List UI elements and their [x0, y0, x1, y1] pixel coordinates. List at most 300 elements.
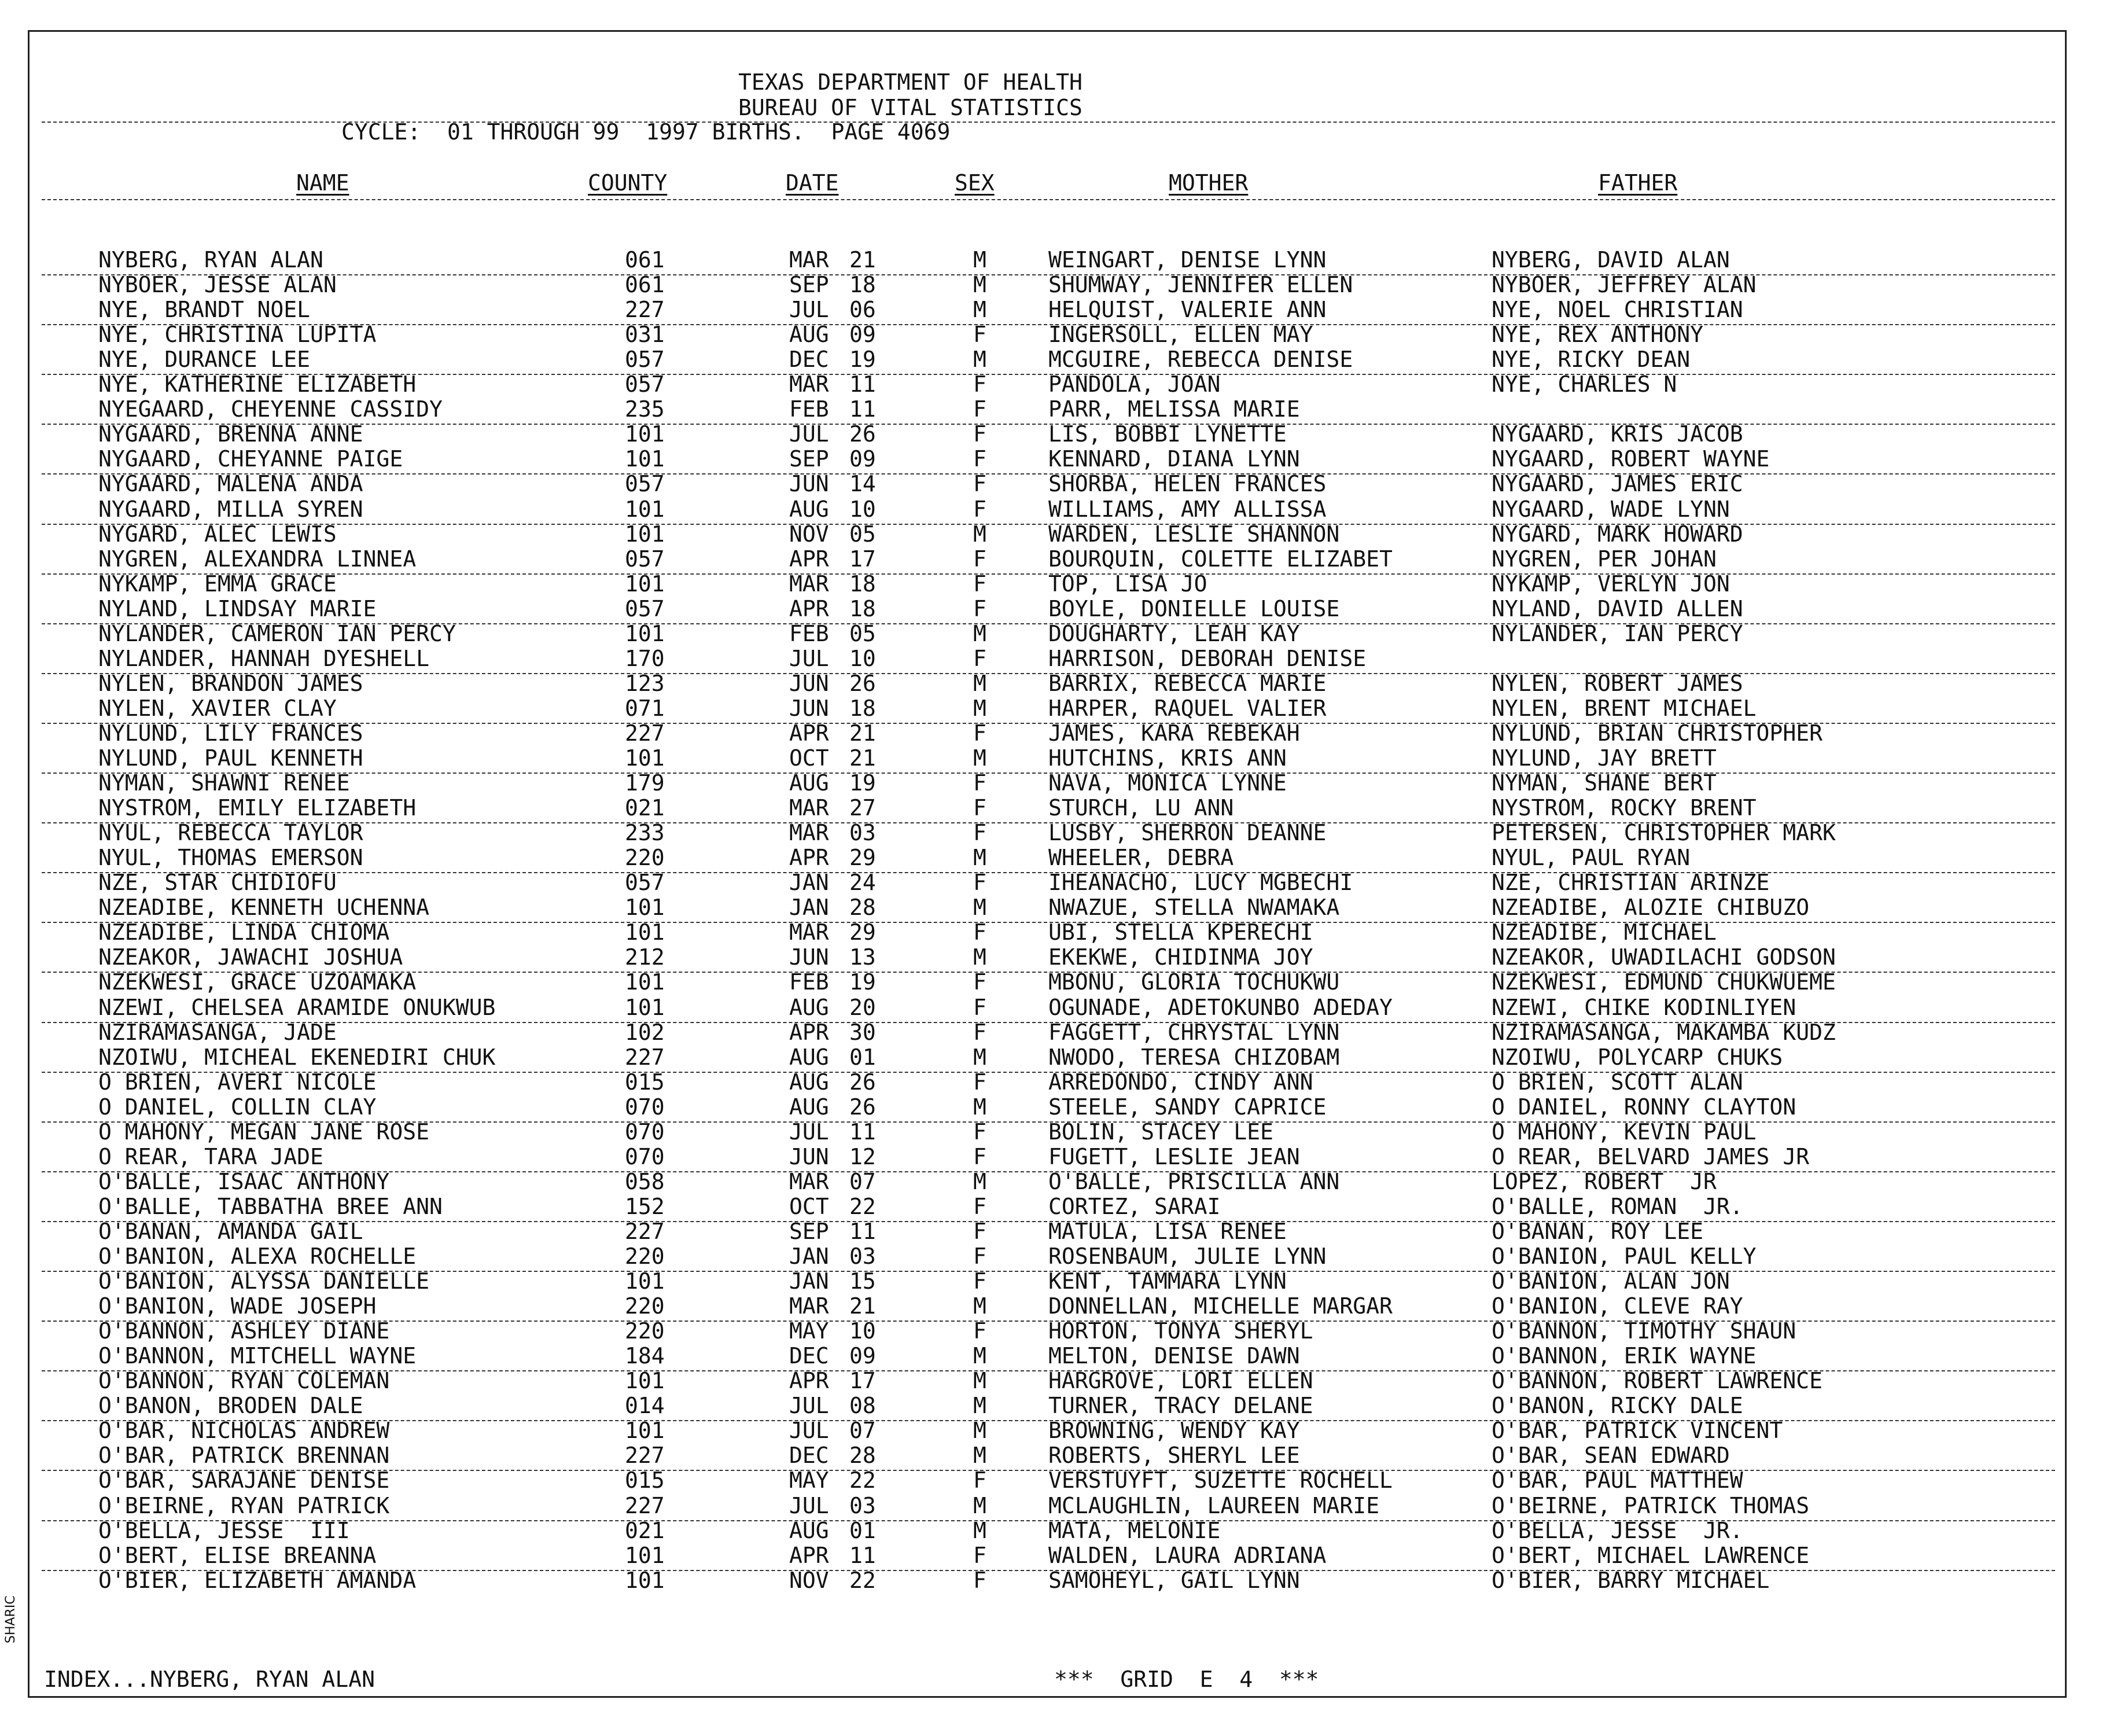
record-name: NYGARD, ALEC LEWIS — [98, 521, 337, 547]
record-sex: M — [973, 1443, 986, 1469]
record-month: AUG — [789, 322, 829, 348]
table-row — [0, 1169, 2106, 1194]
record-name: NYLEN, BRANDON JAMES — [98, 670, 363, 696]
record-father: O DANIEL, RONNY CLAYTON — [1492, 1094, 1796, 1120]
record-month: JAN — [789, 1268, 829, 1294]
record-mother: MCGUIRE, REBECCA DENISE — [1048, 347, 1353, 373]
table-row — [0, 821, 2106, 845]
record-mother: INGERSOLL, ELLEN MAY — [1048, 322, 1313, 348]
record-sex: F — [973, 770, 986, 796]
record-mother: BOYLE, DONIELLE LOUISE — [1048, 595, 1340, 621]
record-sex: F — [973, 471, 986, 497]
table-row — [0, 472, 2106, 496]
record-mother: MATA, MELONIE — [1048, 1517, 1221, 1543]
record-mother: HORTON, TONYA SHERYL — [1048, 1318, 1313, 1344]
record-father: NYBOER, JEFFREY ALAN — [1492, 272, 1757, 298]
table-row — [0, 796, 2106, 821]
record-father: NYKAMP, VERLYN JON — [1492, 571, 1730, 597]
record-month: APR — [789, 1368, 829, 1394]
record-county: 212 — [625, 944, 665, 970]
record-mother: LUSBY, SHERRON DEANNE — [1048, 820, 1327, 846]
record-father: NYE, NOEL CHRISTIAN — [1492, 297, 1743, 323]
record-name: O'BAR, NICHOLAS ANDREW — [98, 1418, 390, 1444]
record-sex: F — [973, 1567, 986, 1593]
record-name: O'BALLE, ISAAC ANTHONY — [98, 1168, 390, 1194]
record-county: 101 — [625, 446, 665, 472]
record-mother: BOURQUIN, COLETTE ELIZABET — [1048, 546, 1393, 572]
record-month: SEP — [789, 272, 829, 298]
record-mother: UBI, STELLA KPERECHI — [1048, 920, 1313, 946]
record-sex: F — [973, 720, 986, 746]
record-month: MAR — [789, 920, 829, 946]
record-name: NZE, STAR CHIDIOFU — [98, 870, 337, 896]
record-mother: TURNER, TRACY DELANE — [1048, 1393, 1313, 1419]
record-sex: M — [973, 895, 986, 921]
table-row — [0, 497, 2106, 522]
record-county: 233 — [625, 820, 665, 846]
record-sex: F — [973, 546, 986, 572]
record-father: O'BERT, MICHAEL LAWRENCE — [1492, 1542, 1810, 1568]
record-father: NYLEN, ROBERT JAMES — [1492, 670, 1743, 696]
record-month: SEP — [789, 446, 829, 472]
record-sex: M — [973, 347, 986, 373]
record-mother: SAMOHEYL, GAIL LYNN — [1048, 1567, 1300, 1593]
record-father: NZEAKOR, UWADILACHI GODSON — [1492, 944, 1836, 970]
record-county: 220 — [625, 1244, 665, 1269]
record-father: NZEADIBE, MICHAEL — [1492, 920, 1717, 946]
record-day: 03 — [849, 820, 876, 846]
table-row — [0, 1543, 2106, 1568]
record-day: 14 — [849, 471, 876, 497]
record-mother: ROSENBAUM, JULIE LYNN — [1048, 1244, 1327, 1269]
record-sex: F — [973, 446, 986, 472]
column-header-mother: MOTHER — [1169, 170, 1249, 196]
table-row — [0, 1418, 2106, 1443]
record-mother: TOP, LISA JO — [1048, 571, 1207, 597]
record-day: 10 — [849, 645, 876, 671]
record-father: O MAHONY, KEVIN PAUL — [1492, 1119, 1757, 1145]
record-father: NYBERG, DAVID ALAN — [1492, 247, 1730, 273]
record-mother: PARR, MELISSA MARIE — [1048, 396, 1300, 422]
record-father: O'BANION, CLEVE RAY — [1492, 1293, 1743, 1319]
record-county: 101 — [625, 895, 665, 921]
record-father: NYMAN, SHANE BERT — [1492, 770, 1717, 796]
record-day: 18 — [849, 695, 876, 721]
record-father: NYGAARD, WADE LYNN — [1492, 496, 1730, 522]
record-name: NZIRAMASANGA, JADE — [98, 1019, 337, 1045]
record-sex: F — [973, 1268, 986, 1294]
table-row — [0, 547, 2106, 572]
record-month: AUG — [789, 770, 829, 796]
record-day: 18 — [849, 595, 876, 621]
record-county: 070 — [625, 1094, 665, 1120]
record-name: NYMAN, SHAWNI RENEE — [98, 770, 350, 796]
record-father: NZEADIBE, ALOZIE CHIBUZO — [1492, 895, 1810, 921]
record-county: 057 — [625, 595, 665, 621]
record-sex: F — [973, 322, 986, 348]
table-row — [0, 447, 2106, 472]
record-father: O'BAR, PATRICK VINCENT — [1492, 1418, 1783, 1444]
column-header-county: COUNTY — [588, 170, 668, 196]
record-county: 101 — [625, 496, 665, 522]
record-county: 220 — [625, 845, 665, 871]
record-sex: F — [973, 969, 986, 995]
record-father: O'BAR, SEAN EDWARD — [1492, 1443, 1730, 1469]
column-header-date: DATE — [786, 170, 839, 196]
table-row — [0, 1020, 2106, 1045]
record-name: O'BEIRNE, RYAN PATRICK — [98, 1492, 390, 1518]
record-name: NYE, BRANDT NOEL — [98, 297, 311, 323]
record-county: 057 — [625, 870, 665, 896]
record-name: O'BAR, PATRICK BRENNAN — [98, 1443, 390, 1469]
record-father: NYE, REX ANTHONY — [1492, 322, 1704, 348]
record-name: O'BANON, BRODEN DALE — [98, 1393, 363, 1419]
record-sex: F — [973, 994, 986, 1020]
record-mother: IHEANACHO, LUCY MGBECHI — [1048, 870, 1353, 896]
record-day: 26 — [849, 1094, 876, 1120]
record-county: 184 — [625, 1343, 665, 1369]
record-month: JUN — [789, 944, 829, 970]
record-sex: M — [973, 620, 986, 646]
record-month: APR — [789, 1542, 829, 1568]
record-father: O'BANNON, ERIK WAYNE — [1492, 1343, 1757, 1369]
record-month: JUL — [789, 1418, 829, 1444]
record-day: 01 — [849, 1517, 876, 1543]
record-father: O'BANNON, ROBERT LAWRENCE — [1492, 1368, 1823, 1394]
record-father: LOPEZ, ROBERT JR — [1492, 1168, 1717, 1194]
table-row — [0, 1145, 2106, 1169]
table-row — [0, 1194, 2106, 1219]
record-county: 227 — [625, 1492, 665, 1518]
record-month: DEC — [789, 1443, 829, 1469]
record-county: 070 — [625, 1143, 665, 1169]
record-sex: M — [973, 521, 986, 547]
record-month: MAR — [789, 372, 829, 398]
record-county: 170 — [625, 645, 665, 671]
record-day: 09 — [849, 1343, 876, 1369]
record-county: 101 — [625, 745, 665, 771]
table-row — [0, 273, 2106, 297]
record-month: SEP — [789, 1218, 829, 1244]
record-month: MAY — [789, 1318, 829, 1344]
record-sex: F — [973, 1218, 986, 1244]
record-father: O BRIEN, SCOTT ALAN — [1492, 1069, 1743, 1095]
record-mother: NWODO, TERESA CHIZOBAM — [1048, 1044, 1340, 1070]
record-day: 21 — [849, 247, 876, 273]
table-row — [0, 1095, 2106, 1120]
record-name: NYLAND, LINDSAY MARIE — [98, 595, 377, 621]
record-father: NZEWI, CHIKE KODINLIYEN — [1492, 994, 1796, 1020]
record-name: NZEADIBE, KENNETH UCHENNA — [98, 895, 429, 921]
record-mother: DOUGHARTY, LEAH KAY — [1048, 620, 1300, 646]
record-name: NYGAARD, BRENNA ANNE — [98, 421, 363, 447]
record-name: NZOIWU, MICHEAL EKENEDIRI CHUK — [98, 1044, 496, 1070]
record-name: NYLUND, LILY FRANCES — [98, 720, 363, 746]
record-name: NYE, KATHERINE ELIZABETH — [98, 372, 417, 398]
table-row — [0, 322, 2106, 347]
record-father: PETERSEN, CHRISTOPHER MARK — [1492, 820, 1836, 846]
record-name: NYEGAARD, CHEYENNE CASSIDY — [98, 396, 443, 422]
header-department: TEXAS DEPARTMENT OF HEALTH — [738, 69, 1083, 95]
record-sex: F — [973, 1467, 986, 1494]
table-row — [0, 1518, 2106, 1543]
record-mother: BROWNING, WENDY KAY — [1048, 1418, 1300, 1444]
column-header-separator — [42, 199, 2055, 200]
record-sex: F — [973, 1019, 986, 1045]
record-name: O'BALLE, TABBATHA BREE ANN — [98, 1193, 443, 1219]
record-name: NYLANDER, HANNAH DYESHELL — [98, 645, 429, 671]
record-county: 101 — [625, 920, 665, 946]
record-name: NZEWI, CHELSEA ARAMIDE ONUKWUB — [98, 994, 496, 1020]
record-month: JAN — [789, 895, 829, 921]
record-day: 05 — [849, 521, 876, 547]
record-mother: EKEKWE, CHIDINMA JOY — [1048, 944, 1313, 970]
record-county: 123 — [625, 670, 665, 696]
record-sex: M — [973, 272, 986, 298]
record-day: 29 — [849, 920, 876, 946]
record-day: 30 — [849, 1019, 876, 1045]
record-county: 021 — [625, 1517, 665, 1543]
record-county: 015 — [625, 1467, 665, 1494]
record-name: O DANIEL, COLLIN CLAY — [98, 1094, 377, 1120]
table-row — [0, 1269, 2106, 1294]
record-mother: DONNELLAN, MICHELLE MARGAR — [1048, 1293, 1393, 1319]
record-father: NYGARD, MARK HOWARD — [1492, 521, 1743, 547]
record-father: O'BALLE, ROMAN JR. — [1492, 1193, 1743, 1219]
record-day: 22 — [849, 1467, 876, 1494]
table-row — [0, 397, 2106, 422]
record-father: O'BANAN, ROY LEE — [1492, 1218, 1704, 1244]
record-sex: F — [973, 1193, 986, 1219]
record-county: 101 — [625, 620, 665, 646]
record-mother: WALDEN, LAURA ADRIANA — [1048, 1542, 1327, 1568]
record-day: 11 — [849, 1542, 876, 1568]
record-county: 101 — [625, 1268, 665, 1294]
record-day: 21 — [849, 745, 876, 771]
record-mother: JAMES, KARA REBEKAH — [1048, 720, 1300, 746]
record-sex: F — [973, 496, 986, 522]
record-day: 10 — [849, 1318, 876, 1344]
table-row — [0, 297, 2106, 322]
record-month: JUL — [789, 1393, 829, 1419]
record-mother: MBONU, GLORIA TOCHUKWU — [1048, 969, 1340, 995]
record-father: NYE, RICKY DEAN — [1492, 347, 1691, 373]
record-month: AUG — [789, 994, 829, 1020]
record-mother: STURCH, LU ANN — [1048, 795, 1234, 821]
record-father: NZIRAMASANGA, MAKAMBA KUDZ — [1492, 1019, 1836, 1045]
record-father: NYE, CHARLES N — [1492, 372, 1677, 398]
record-mother: HUTCHINS, KRIS ANN — [1048, 745, 1287, 771]
table-row — [0, 422, 2106, 447]
column-header-father: FATHER — [1598, 170, 1678, 196]
record-name: NZEADIBE, LINDA CHIOMA — [98, 920, 390, 946]
record-month: JUL — [789, 645, 829, 671]
record-sex: M — [973, 1044, 986, 1070]
record-mother: FUGETT, LESLIE JEAN — [1048, 1143, 1300, 1169]
record-month: NOV — [789, 1567, 829, 1593]
record-name: NYGAARD, MALENA ANDA — [98, 471, 363, 497]
record-month: JUL — [789, 297, 829, 323]
record-month: AUG — [789, 1069, 829, 1095]
record-county: 071 — [625, 695, 665, 721]
record-name: NYGAARD, MILLA SYREN — [98, 496, 363, 522]
record-day: 12 — [849, 1143, 876, 1169]
record-county: 101 — [625, 421, 665, 447]
record-mother: MELTON, DENISE DAWN — [1048, 1343, 1300, 1369]
record-day: 03 — [849, 1492, 876, 1518]
record-day: 01 — [849, 1044, 876, 1070]
table-row — [0, 1468, 2106, 1493]
record-sex: F — [973, 372, 986, 398]
record-day: 11 — [849, 1119, 876, 1145]
record-county: 101 — [625, 521, 665, 547]
record-county: 101 — [625, 1368, 665, 1394]
record-mother: ROBERTS, SHERYL LEE — [1048, 1443, 1300, 1469]
record-county: 061 — [625, 247, 665, 273]
record-month: FEB — [789, 969, 829, 995]
record-name: NYLEN, XAVIER CLAY — [98, 695, 337, 721]
record-name: O'BANION, WADE JOSEPH — [98, 1293, 377, 1319]
record-day: 18 — [849, 272, 876, 298]
record-day: 21 — [849, 1293, 876, 1319]
record-name: O REAR, TARA JADE — [98, 1143, 323, 1169]
record-mother: NWAZUE, STELLA NWAMAKA — [1048, 895, 1340, 921]
record-county: 235 — [625, 396, 665, 422]
record-mother: WHEELER, DEBRA — [1048, 845, 1234, 871]
record-day: 21 — [849, 720, 876, 746]
table-row — [0, 1443, 2106, 1468]
record-father: NYLUND, JAY BRETT — [1492, 745, 1717, 771]
record-county: 227 — [625, 720, 665, 746]
record-mother: KENT, TAMMARA LYNN — [1048, 1268, 1287, 1294]
record-father: NZE, CHRISTIAN ARINZE — [1492, 870, 1770, 896]
record-county: 058 — [625, 1168, 665, 1194]
record-name: O'BERT, ELISE BREANNA — [98, 1542, 377, 1568]
record-day: 17 — [849, 1368, 876, 1394]
record-name: NYBOER, JESSE ALAN — [98, 272, 337, 298]
record-mother: MCLAUGHLIN, LAUREEN MARIE — [1048, 1492, 1379, 1518]
record-day: 27 — [849, 795, 876, 821]
record-county: 152 — [625, 1193, 665, 1219]
header-bureau: BUREAU OF VITAL STATISTICS — [738, 95, 1083, 120]
record-day: 28 — [849, 1443, 876, 1469]
table-row — [0, 1568, 2106, 1593]
record-name: O'BANAN, AMANDA GAIL — [98, 1218, 363, 1244]
record-day: 19 — [849, 969, 876, 995]
header-separator — [42, 122, 2055, 123]
record-father: O'BANON, RICKY DALE — [1492, 1393, 1743, 1419]
record-sex: M — [973, 1168, 986, 1194]
side-tag: SHARIC — [3, 1595, 18, 1643]
table-row — [0, 347, 2106, 372]
record-day: 11 — [849, 1218, 876, 1244]
table-row — [0, 1494, 2106, 1518]
record-mother: WARDEN, LESLIE SHANNON — [1048, 521, 1340, 547]
record-month: OCT — [789, 1193, 829, 1219]
record-month: JUL — [789, 1119, 829, 1145]
record-sex: F — [973, 1318, 986, 1344]
record-sex: F — [973, 1143, 986, 1169]
record-mother: BARRIX, REBECCA MARIE — [1048, 670, 1327, 696]
record-mother: PANDOLA, JOAN — [1048, 372, 1221, 398]
record-day: 03 — [849, 1244, 876, 1269]
record-mother: OGUNADE, ADETOKUNBO ADEDAY — [1048, 994, 1393, 1020]
table-row — [0, 1244, 2106, 1269]
record-name: NYE, CHRISTINA LUPITA — [98, 322, 377, 348]
record-county: 021 — [625, 795, 665, 821]
table-row — [0, 248, 2106, 273]
record-county: 101 — [625, 1567, 665, 1593]
record-day: 08 — [849, 1393, 876, 1419]
record-sex: F — [973, 1244, 986, 1269]
record-mother: WILLIAMS, AMY ALLISSA — [1048, 496, 1327, 522]
record-day: 26 — [849, 1069, 876, 1095]
record-father: NYUL, PAUL RYAN — [1492, 845, 1691, 871]
record-sex: F — [973, 870, 986, 896]
record-sex: M — [973, 297, 986, 323]
record-sex: M — [973, 1343, 986, 1369]
table-row — [0, 970, 2106, 995]
record-day: 09 — [849, 446, 876, 472]
record-name: O'BANION, ALYSSA DANIELLE — [98, 1268, 429, 1294]
record-sex: M — [973, 670, 986, 696]
record-county: 101 — [625, 969, 665, 995]
record-name: O BRIEN, AVERI NICOLE — [98, 1069, 377, 1095]
record-day: 20 — [849, 994, 876, 1020]
table-row — [0, 1120, 2106, 1145]
footer-index: INDEX...NYBERG, RYAN ALAN — [44, 1667, 375, 1692]
record-name: NYLANDER, CAMERON IAN PERCY — [98, 620, 456, 646]
table-row — [0, 572, 2106, 597]
record-day: 26 — [849, 421, 876, 447]
record-county: 227 — [625, 1044, 665, 1070]
record-day: 24 — [849, 870, 876, 896]
record-name: NYBERG, RYAN ALAN — [98, 247, 323, 273]
record-sex: M — [973, 1293, 986, 1319]
record-sex: F — [973, 1542, 986, 1568]
record-day: 07 — [849, 1418, 876, 1444]
record-day: 06 — [849, 297, 876, 323]
table-row — [0, 945, 2106, 970]
record-father: O'BANION, PAUL KELLY — [1492, 1244, 1757, 1269]
column-header-name: NAME — [296, 170, 349, 196]
record-month: JUN — [789, 471, 829, 497]
record-sex: M — [973, 1368, 986, 1394]
record-month: APR — [789, 845, 829, 871]
record-mother: LIS, BOBBI LYNETTE — [1048, 421, 1287, 447]
record-sex: F — [973, 1119, 986, 1145]
record-month: APR — [789, 595, 829, 621]
record-day: 29 — [849, 845, 876, 871]
record-mother: O'BALLE, PRISCILLA ANN — [1048, 1168, 1340, 1194]
table-row — [0, 671, 2106, 696]
record-month: FEB — [789, 396, 829, 422]
record-month: DEC — [789, 1343, 829, 1369]
record-county: 061 — [625, 272, 665, 298]
record-sex: M — [973, 1418, 986, 1444]
record-father: NZOIWU, POLYCARP CHUKS — [1492, 1044, 1783, 1070]
record-county: 057 — [625, 546, 665, 572]
record-father: O REAR, BELVARD JAMES JR — [1492, 1143, 1810, 1169]
record-day: 19 — [849, 347, 876, 373]
record-county: 220 — [625, 1293, 665, 1319]
record-day: 11 — [849, 396, 876, 422]
record-father: O'BIER, BARRY MICHAEL — [1492, 1567, 1770, 1593]
record-mother: MATULA, LISA RENEE — [1048, 1218, 1287, 1244]
record-name: O'BANNON, MITCHELL WAYNE — [98, 1343, 417, 1369]
record-father: NYGAARD, ROBERT WAYNE — [1492, 446, 1770, 472]
record-father: O'BAR, PAUL MATTHEW — [1492, 1467, 1743, 1494]
